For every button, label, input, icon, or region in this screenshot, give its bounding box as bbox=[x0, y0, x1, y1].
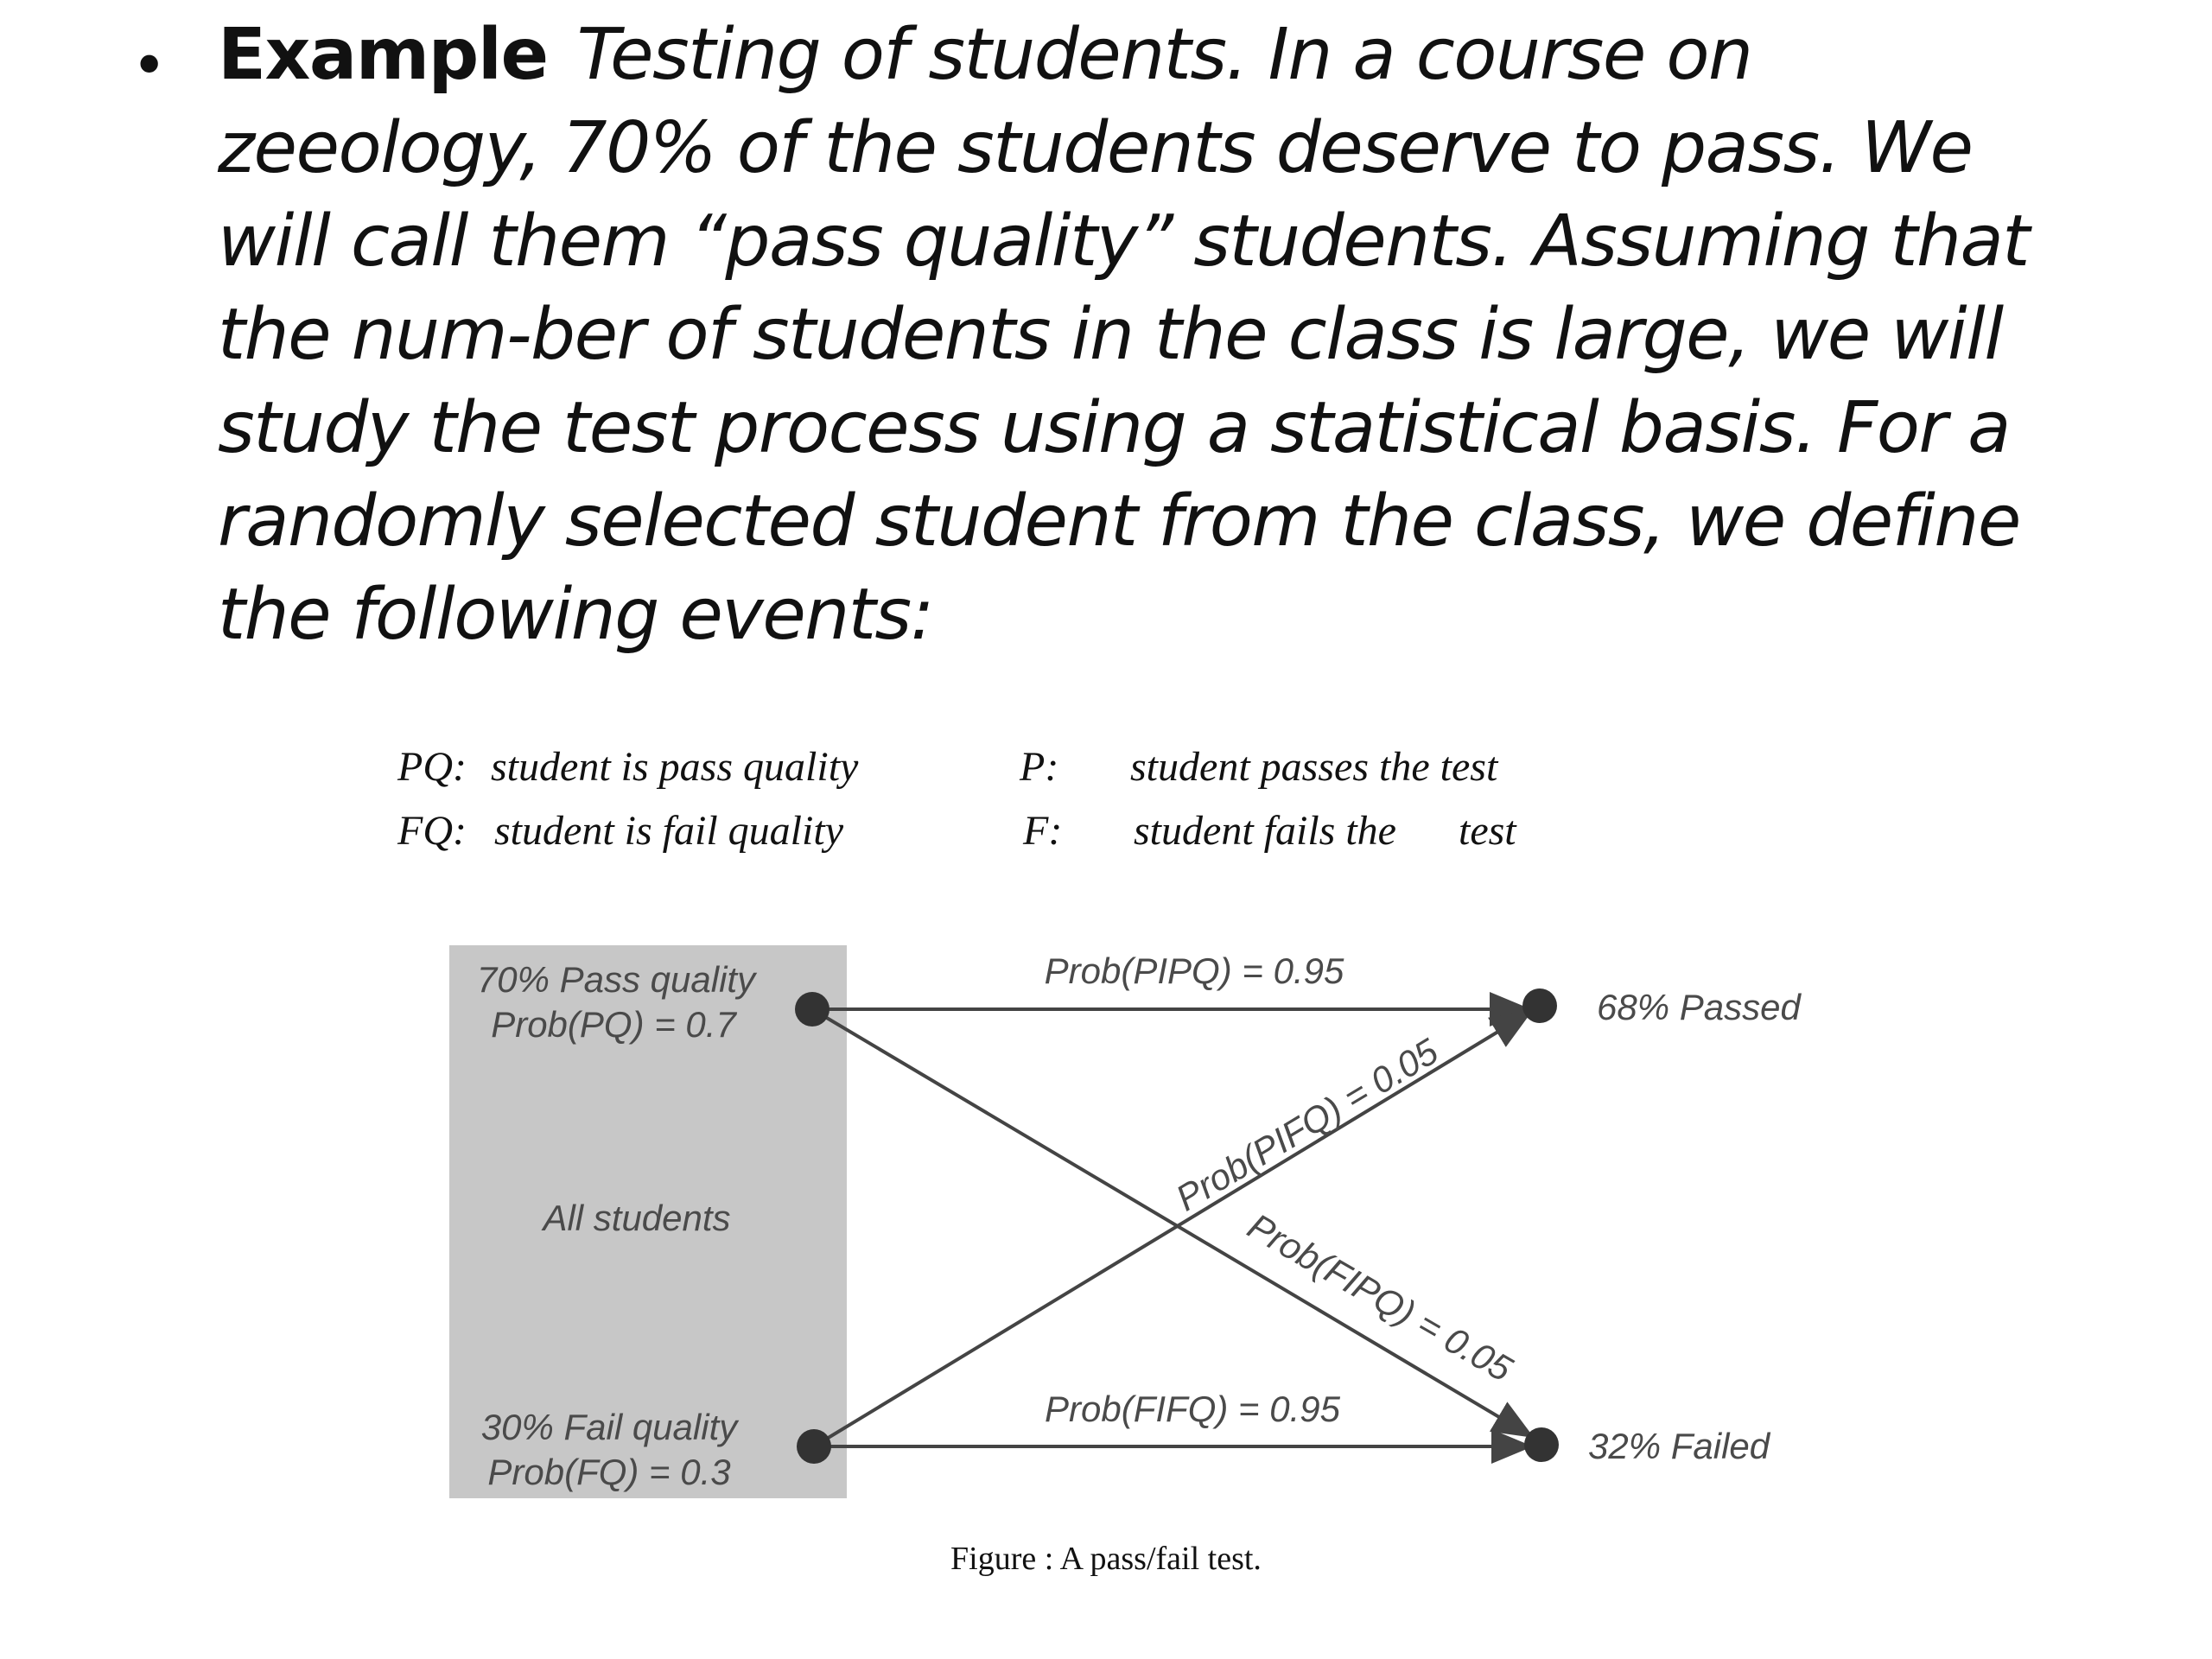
paragraph-line-3: will call them “pass quality” students. Assuming that bbox=[218, 200, 2029, 283]
failed-node bbox=[1524, 1427, 1559, 1462]
all-students-label: All students bbox=[543, 1198, 731, 1238]
passed-outcome-label: 68% Passed bbox=[1597, 987, 1801, 1027]
passed-node bbox=[1522, 988, 1557, 1023]
definition-text: student fails the test bbox=[1134, 808, 1516, 854]
paragraph-line-4: the num-ber of students in the class is large, we will bbox=[218, 294, 2003, 376]
paragraph-line-6: randomly selected student from the class, we define bbox=[218, 480, 2020, 563]
edge-label-pq-to-failed: Prob(FIPQ) = 0.05 bbox=[1241, 1205, 1520, 1389]
definition-symbol: F: bbox=[1023, 808, 1063, 854]
pass-quality-prob: Prob(PQ) = 0.7 bbox=[491, 1004, 736, 1045]
fail-quality-label: 30% Fail quality bbox=[480, 1407, 738, 1447]
definition-text: student is fail quality bbox=[494, 808, 843, 854]
definition-symbol: FQ: bbox=[397, 808, 467, 854]
failed-outcome-label: 32% Failed bbox=[1588, 1426, 1770, 1466]
definition-symbol: PQ: bbox=[397, 744, 467, 790]
paragraph-line-text: Testing of students. In a course on bbox=[576, 14, 1752, 96]
paragraph-line-5: study the test process using a statistical basis. For a bbox=[218, 387, 2010, 469]
definition-text: student passes the test bbox=[1130, 744, 1498, 790]
pass-quality-node bbox=[795, 992, 830, 1027]
definition-text: student is pass quality bbox=[491, 744, 859, 790]
edge-label-fq-to-passed: Prob(PIFQ) = 0.05 bbox=[1168, 1030, 1446, 1219]
definition-symbol: P: bbox=[1020, 744, 1059, 790]
example-label: Example bbox=[218, 14, 548, 96]
fail-quality-node bbox=[797, 1429, 831, 1464]
paragraph-line-2: zeeology, 70% of the students deserve to pass. We bbox=[218, 107, 1973, 189]
fail-quality-prob: Prob(FQ) = 0.3 bbox=[487, 1452, 731, 1492]
figure-caption: Figure : A pass/fail test. bbox=[950, 1541, 1262, 1577]
paragraph-line-7: the following events: bbox=[218, 574, 933, 656]
bullet-dot-icon: • bbox=[131, 30, 168, 101]
edge-label-fq-to-failed: Prob(FIFQ) = 0.95 bbox=[1045, 1389, 1340, 1429]
edge-label-pq-to-passed: Prob(PIPQ) = 0.95 bbox=[1044, 950, 1344, 991]
pass-quality-label: 70% Pass quality bbox=[476, 959, 756, 1000]
